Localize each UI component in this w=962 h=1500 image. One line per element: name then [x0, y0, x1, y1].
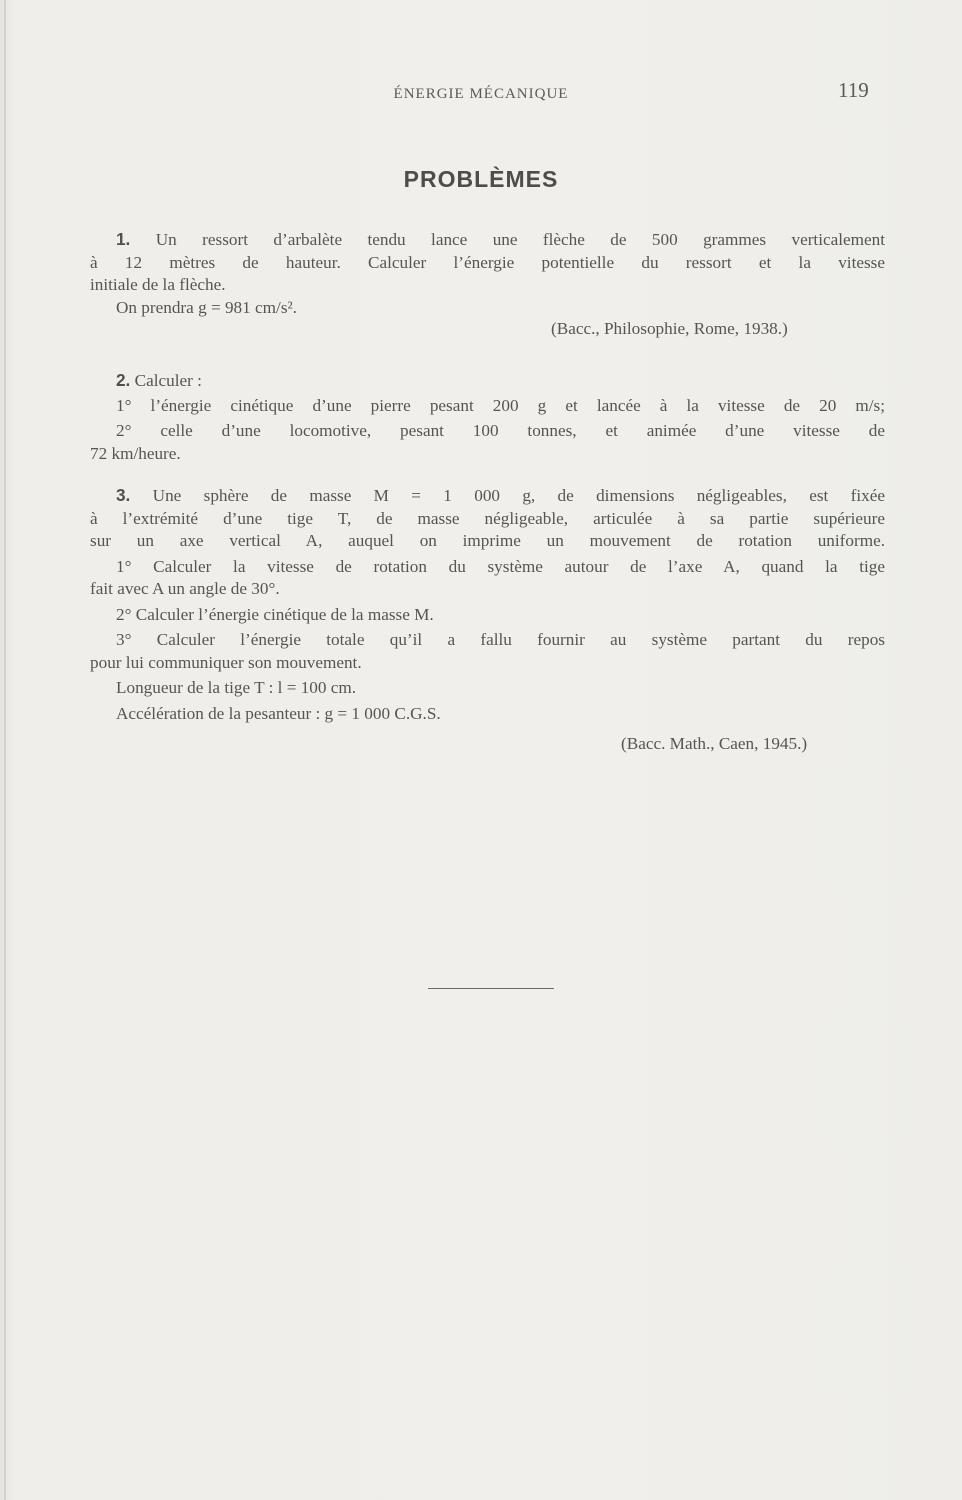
problem-3-line-10: Accélération de la pesanteur : g = 1 000 C.G.S. [116, 703, 441, 723]
problem-1-line-1: 1. Un ressort d’arbalète tendu lance une flèche de 500 grammes verticalement [116, 229, 886, 249]
problem-2-line-4: 72 km/heure. [90, 443, 181, 463]
problem-1-source: (Bacc., Philosophie, Rome, 1938.) [551, 319, 788, 338]
problem-3-line-3: sur un axe vertical A, auquel on imprime un mouvement de rotation uniforme. [90, 531, 885, 550]
end-divider [428, 988, 554, 989]
problem-3-line-9: Longueur de la tige T : l = 100 cm. [116, 678, 357, 697]
problem-3-line-7: 3° Calculer l’énergie totale qu’il a fallu fournir au système partant du repos [116, 630, 885, 649]
problem-3-line-1: 3. Une sphère de masse M = 1 000 g, de dimensions négligeables, est fixée [116, 485, 886, 505]
problem-3-line-8: pour lui communiquer son mouvement. [90, 652, 362, 672]
problem-1-line-3: initiale de la flèche. [90, 275, 226, 294]
problem-2-line-2: 1° l’énergie cinétique d’une pierre pesant 200 g et lancée à la vitesse de 20 m/s; [116, 395, 885, 415]
problem-1-line-4: On prendra g = 981 cm/s². [116, 297, 297, 317]
problem-number: 2. [116, 370, 131, 390]
running-title: ÉNERGIE MÉCANIQUE [393, 86, 569, 102]
problem-3-line-4: 1° Calculer la vitesse de rotation du système autour de l’axe A, quand la tige [116, 556, 885, 576]
page-number: 119 [838, 78, 869, 102]
problem-number: 1. [116, 229, 131, 249]
problem-3-source: (Bacc. Math., Caen, 1945.) [621, 734, 808, 753]
problem-3-line-6: 2° Calculer l’énergie cinétique de la masse M. [116, 604, 434, 624]
problem-2-line-1: 2. Calculer : [116, 370, 202, 390]
problem-number: 3. [116, 485, 131, 505]
page-spine-edge [4, 0, 6, 1500]
problem-1-line-2: à 12 mètres de hauteur. Calculer l’énergie potentielle du ressort et la vitesse [90, 252, 885, 272]
problem-3 [90, 484, 885, 725]
problem-2 [90, 369, 885, 465]
problem-3-line-5: fait avec A un angle de 30°. [90, 579, 280, 598]
problem-2-line-3: 2° celle d’une locomotive, pesant 100 tonnes, et animée d’une vitesse de [116, 421, 885, 440]
section-title: PROBLÈMES [403, 166, 559, 192]
problem-3-line-2: à l’extrémité d’une tige T, de masse négligeable, articulée à sa partie supérieure [90, 508, 885, 528]
problem-1 [90, 228, 885, 319]
